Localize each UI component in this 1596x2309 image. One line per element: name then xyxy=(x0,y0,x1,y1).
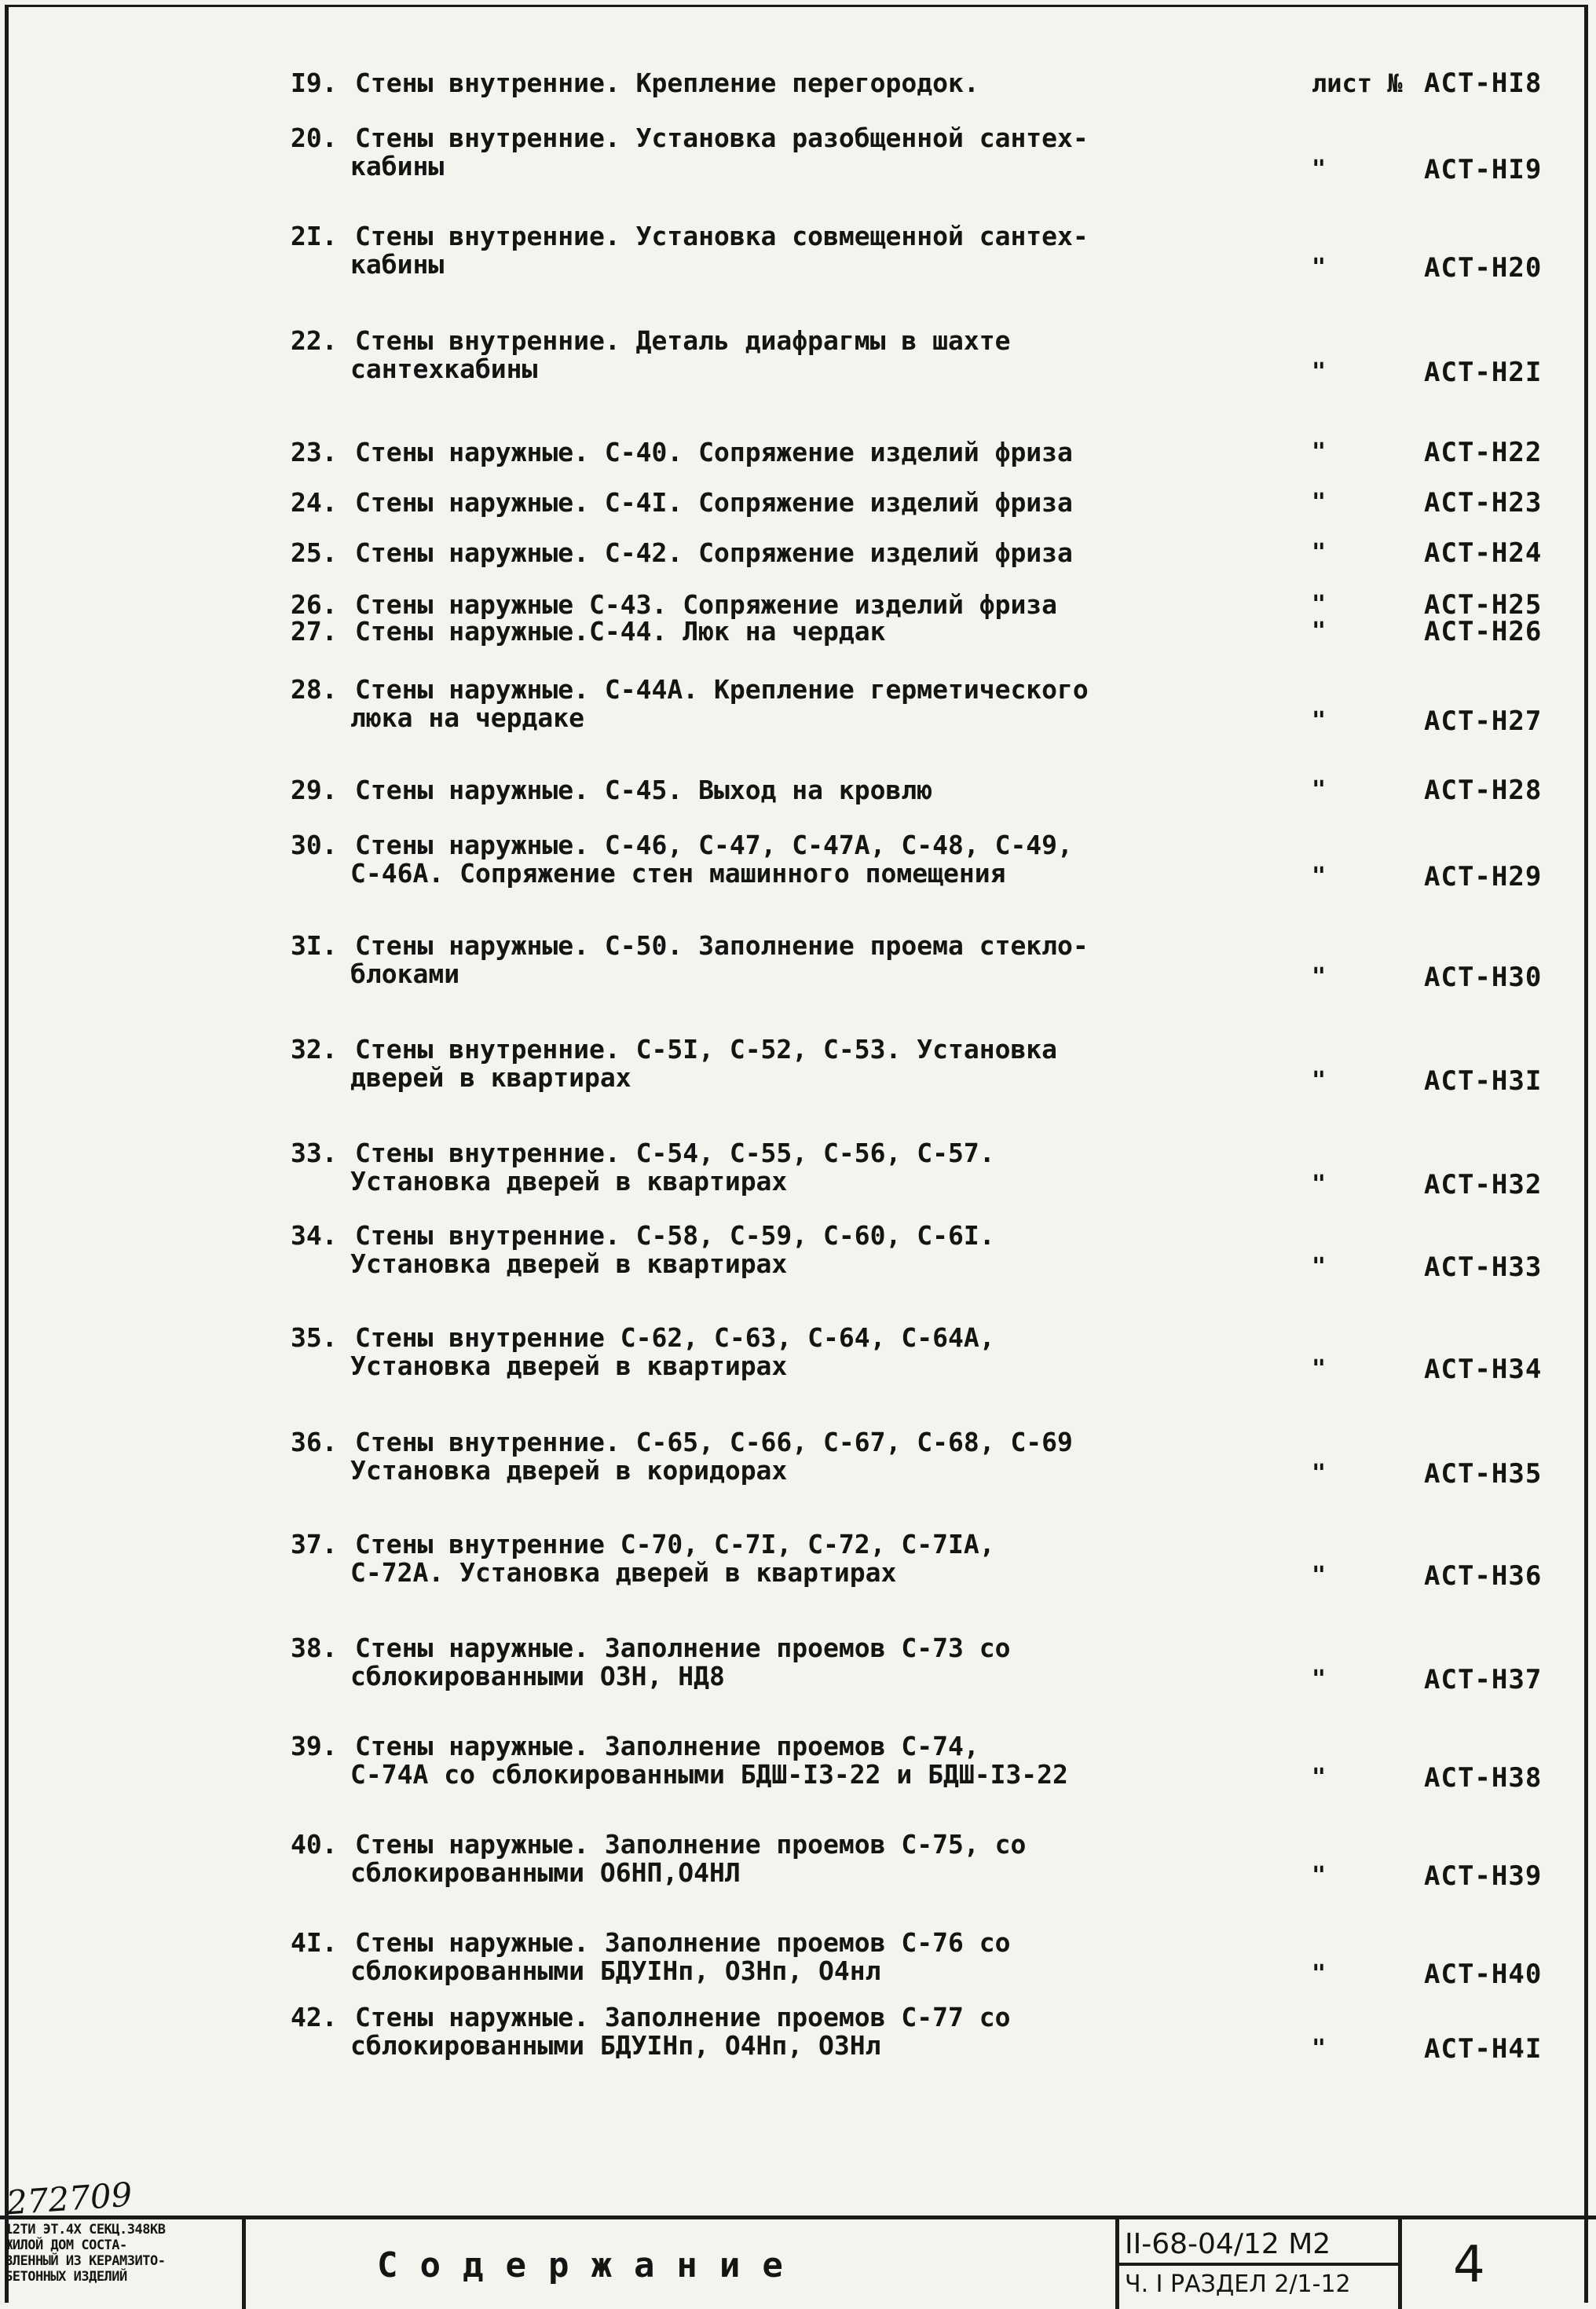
sheet-label: лист № xyxy=(1312,68,1403,98)
entry-title xyxy=(350,221,1219,280)
entry-title-line: Стены внутренние С-62, С-63, С-64, С-64А, xyxy=(355,1322,995,1353)
sheet-number: АСТ-Н39 xyxy=(1424,1860,1543,1892)
entry-title xyxy=(355,69,1219,97)
org-line: ЖИЛОЙ ДОМ СОСТА- xyxy=(5,2238,127,2253)
sheet-number: АСТ-Н25 xyxy=(1424,589,1543,621)
entry-number: 22. xyxy=(291,325,338,356)
ditto-mark: " xyxy=(1312,1355,1327,1383)
entry-title-line: Стены наружные. Заполнение проемов С-73 со xyxy=(355,1633,1011,1663)
entry-number: 33. xyxy=(291,1138,338,1168)
ditto-mark: " xyxy=(1312,591,1327,618)
entry-title xyxy=(350,1829,1219,1888)
entry-title-line: кабины xyxy=(350,249,445,280)
entry-title-line: Стены внутренние. С-65, С-66, С-67, С-68, С-69 xyxy=(355,1427,1073,1457)
entry-title xyxy=(355,591,1219,619)
entry-title-line: Стены внутренние С-70, С-7I, С-72, С-7IА, xyxy=(355,1529,995,1559)
entry-title-line: Стены внутренние. С-58, С-59, С-60, С-6I. xyxy=(355,1220,995,1251)
entry-title-line: сблокированными БДУIНп, О4Нп, О3Нл xyxy=(350,2030,881,2061)
entry-number: 39. xyxy=(291,1731,338,1761)
entry-title-line: Стены наружные. С-46, С-47, С-47А, С-48, С-49, xyxy=(355,830,1073,860)
ditto-mark: " xyxy=(1312,707,1327,735)
entry-number: I9. xyxy=(291,68,338,98)
entry-title xyxy=(355,489,1219,517)
ditto-mark: " xyxy=(1312,963,1327,991)
entry-title xyxy=(355,776,1219,804)
ditto-mark: " xyxy=(1312,2035,1327,2062)
entry-title xyxy=(350,1529,1219,1588)
entry-number: 37. xyxy=(291,1529,338,1559)
entry-number: 34. xyxy=(291,1220,338,1251)
ditto-mark: " xyxy=(1312,618,1327,645)
ditto-mark: " xyxy=(1312,1067,1327,1094)
entry-title xyxy=(355,618,1219,646)
entry-number: 38. xyxy=(291,1633,338,1663)
ditto-mark: " xyxy=(1312,1253,1327,1281)
entry-title-line: Стены наружные.С-44. Люк на чердак xyxy=(355,616,886,647)
entry-number: 20. xyxy=(291,123,338,153)
ditto-mark: " xyxy=(1312,1764,1327,1791)
entry-number: 29. xyxy=(291,775,338,805)
divider xyxy=(1115,2263,1398,2266)
entry-title-line: Стены наружные. С-4I. Сопряжение изделий фриза xyxy=(355,487,1073,518)
entry-title-line: Стены внутренние. С-5I, С-52, С-53. Установка xyxy=(355,1034,1058,1065)
entry-title-line: Установка дверей в квартирах xyxy=(350,1248,788,1279)
ditto-mark: " xyxy=(1312,1862,1327,1889)
entry-title xyxy=(350,1427,1219,1486)
entry-title-line: Установка дверей в квартирах xyxy=(350,1351,788,1381)
sheet-number: АСТ-Н38 xyxy=(1424,1762,1543,1794)
entry-title xyxy=(350,1138,1219,1197)
entry-title-line: Стены наружные. С-40. Сопряжение изделий фриза xyxy=(355,437,1073,467)
entry-title-line: Стены наружные. Заполнение проемов С-75, со xyxy=(355,1829,1027,1860)
entry-title xyxy=(350,1633,1219,1691)
entry-number: 4I. xyxy=(291,1927,338,1958)
entry-title-line: сблокированными БДУIНп, О3Нп, О4нл xyxy=(350,1955,881,1986)
entry-title-line: Установка дверей в квартирах xyxy=(350,1166,788,1197)
entry-title xyxy=(350,123,1219,181)
ditto-mark: " xyxy=(1312,776,1327,804)
divider xyxy=(242,2216,246,2309)
ditto-mark: " xyxy=(1312,1562,1327,1589)
entry-title xyxy=(350,1927,1219,1986)
title-block xyxy=(0,2175,1596,2309)
sheet-number: АСТ-Н4I xyxy=(1424,2033,1543,2065)
sheet-number: АСТ-Н36 xyxy=(1424,1560,1543,1592)
entry-title-line: кабины xyxy=(350,151,445,181)
entry-title-line: блоками xyxy=(350,958,460,989)
entry-title-line: Стены наружные. С-44А. Крепление герметического xyxy=(355,674,1089,705)
entry-title xyxy=(350,1034,1219,1093)
entry-title-line: Стены наружные. Заполнение проемов С-77 со xyxy=(355,2002,1011,2032)
sheet-number: АСТ-Н35 xyxy=(1424,1458,1543,1490)
entry-number: 40. xyxy=(291,1829,338,1860)
ditto-mark: " xyxy=(1312,1960,1327,1988)
ditto-mark: " xyxy=(1312,539,1327,566)
org-line: 12ТИ ЭТ.4Х СЕКЦ.348КВ xyxy=(5,2222,166,2238)
entry-number: 27. xyxy=(291,616,338,647)
entry-title-line: Стены наружные. Заполнение проемов С-76 со xyxy=(355,1927,1011,1958)
entry-title xyxy=(350,1322,1219,1381)
entry-title xyxy=(355,539,1219,567)
sheet-number: АСТ-Н34 xyxy=(1424,1354,1543,1385)
sheet-number: АСТ-Н37 xyxy=(1424,1664,1543,1695)
sheet-number: АСТ-Н24 xyxy=(1424,537,1543,569)
entry-title-line: Стены наружные. С-42. Сопряжение изделий фриза xyxy=(355,537,1073,568)
entry-title xyxy=(350,1220,1219,1279)
entry-title-line: люка на чердаке xyxy=(350,702,585,733)
entry-number: 23. xyxy=(291,437,338,467)
entry-title xyxy=(350,830,1219,889)
title-block-border xyxy=(0,2216,1596,2219)
divider xyxy=(1398,2216,1402,2309)
entry-title-line: дверей в квартирах xyxy=(350,1062,631,1093)
entry-number: 32. xyxy=(291,1034,338,1065)
entry-title-line: Стены внутренние. Установка совмещенной сантех- xyxy=(355,221,1089,251)
sheet-number: АСТ-НI8 xyxy=(1424,68,1543,99)
ditto-mark: " xyxy=(1312,1460,1327,1487)
ditto-mark: " xyxy=(1312,1666,1327,1693)
document-code: II-68-04/12 М2 xyxy=(1125,2228,1331,2260)
entry-title xyxy=(355,438,1219,467)
entry-title-line: Стены внутренние. С-54, С-55, С-56, С-57. xyxy=(355,1138,995,1168)
organization-label xyxy=(5,2222,240,2308)
sheet-number: АСТ-Н27 xyxy=(1424,706,1543,737)
entry-title xyxy=(350,2002,1219,2061)
sheet-number: АСТ-Н32 xyxy=(1424,1169,1543,1200)
entry-number: 42. xyxy=(291,2002,338,2032)
entry-title-line: Установка дверей в коридорах xyxy=(350,1455,788,1486)
entry-title-line: Стены внутренние. Крепление перегородок. xyxy=(355,68,979,98)
entry-number: 35. xyxy=(291,1322,338,1353)
entry-title xyxy=(350,930,1219,989)
document-part: Ч. I РАЗДЕЛ 2/1-12 xyxy=(1125,2271,1351,2298)
ditto-mark: " xyxy=(1312,156,1327,183)
entry-title-line: С-46А. Сопряжение стен машинного помещения xyxy=(350,858,1006,889)
entry-title-line: сблокированными О3Н, НД8 xyxy=(350,1661,725,1691)
entry-number: 2I. xyxy=(291,221,338,251)
entry-title xyxy=(350,325,1219,384)
sheet-number: АСТ-Н20 xyxy=(1424,252,1543,284)
document-title: Содержание xyxy=(377,2245,805,2285)
entry-title-line: Стены наружные. С-45. Выход на кровлю xyxy=(355,775,933,805)
entry-number: 25. xyxy=(291,537,338,568)
entry-title-line: сблокированными О6НП,О4НЛ xyxy=(350,1857,741,1888)
entry-number: 24. xyxy=(291,487,338,518)
entry-number: 36. xyxy=(291,1427,338,1457)
sheet-number: АСТ-Н22 xyxy=(1424,437,1543,468)
sheet-number: АСТ-Н30 xyxy=(1424,962,1543,993)
entry-number: 30. xyxy=(291,830,338,860)
entry-title-line: Стены внутренние. Установка разобщенной сантех- xyxy=(355,123,1089,153)
ditto-mark: " xyxy=(1312,863,1327,890)
sheet-number: АСТ-Н28 xyxy=(1424,775,1543,806)
sheet-number: АСТ-Н33 xyxy=(1424,1252,1543,1283)
sheet-number: АСТ-НI9 xyxy=(1424,154,1543,185)
entry-title-line: сантехкабины xyxy=(350,354,538,384)
org-line: ВЛЕННЫЙ ИЗ КЕРАМЗИТО- xyxy=(5,2253,166,2269)
sheet-number: АСТ-Н26 xyxy=(1424,616,1543,647)
page-number: 4 xyxy=(1453,2236,1485,2294)
entry-title-line: Стены наружные. С-50. Заполнение проема стекло- xyxy=(355,930,1089,961)
ditto-mark: " xyxy=(1312,489,1327,516)
org-line: БЕТОННЫХ ИЗДЕЛИЙ xyxy=(5,2269,127,2285)
sheet-number: АСТ-Н23 xyxy=(1424,487,1543,519)
ditto-mark: " xyxy=(1312,1171,1327,1198)
entry-title-line: С-74А со сблокированными БДШ-I3-22 и БДШ-I3-22 xyxy=(350,1759,1068,1790)
sheet-number: АСТ-Н29 xyxy=(1424,861,1543,892)
ditto-mark: " xyxy=(1312,358,1327,386)
handwritten-number: 272709 xyxy=(5,2175,134,2223)
entry-number: 3I. xyxy=(291,930,338,961)
entry-title-line: С-72А. Установка дверей в квартирах xyxy=(350,1557,897,1588)
ditto-mark: " xyxy=(1312,254,1327,281)
entry-title-line: Стены наружные. Заполнение проемов С-74, xyxy=(355,1731,979,1761)
entry-title-line: Стены наружные С-43. Сопряжение изделий фриза xyxy=(355,589,1058,620)
entry-title xyxy=(350,1731,1219,1790)
entry-title-line: Стены внутренние. Деталь диафрагмы в шахте xyxy=(355,325,1011,356)
entry-number: 26. xyxy=(291,589,338,620)
entry-title xyxy=(350,674,1219,733)
sheet-number: АСТ-Н40 xyxy=(1424,1959,1543,1990)
sheet-number: АСТ-Н3I xyxy=(1424,1065,1543,1097)
entry-number: 28. xyxy=(291,674,338,705)
sheet-number: АСТ-Н2I xyxy=(1424,357,1543,388)
ditto-mark: " xyxy=(1312,438,1327,466)
